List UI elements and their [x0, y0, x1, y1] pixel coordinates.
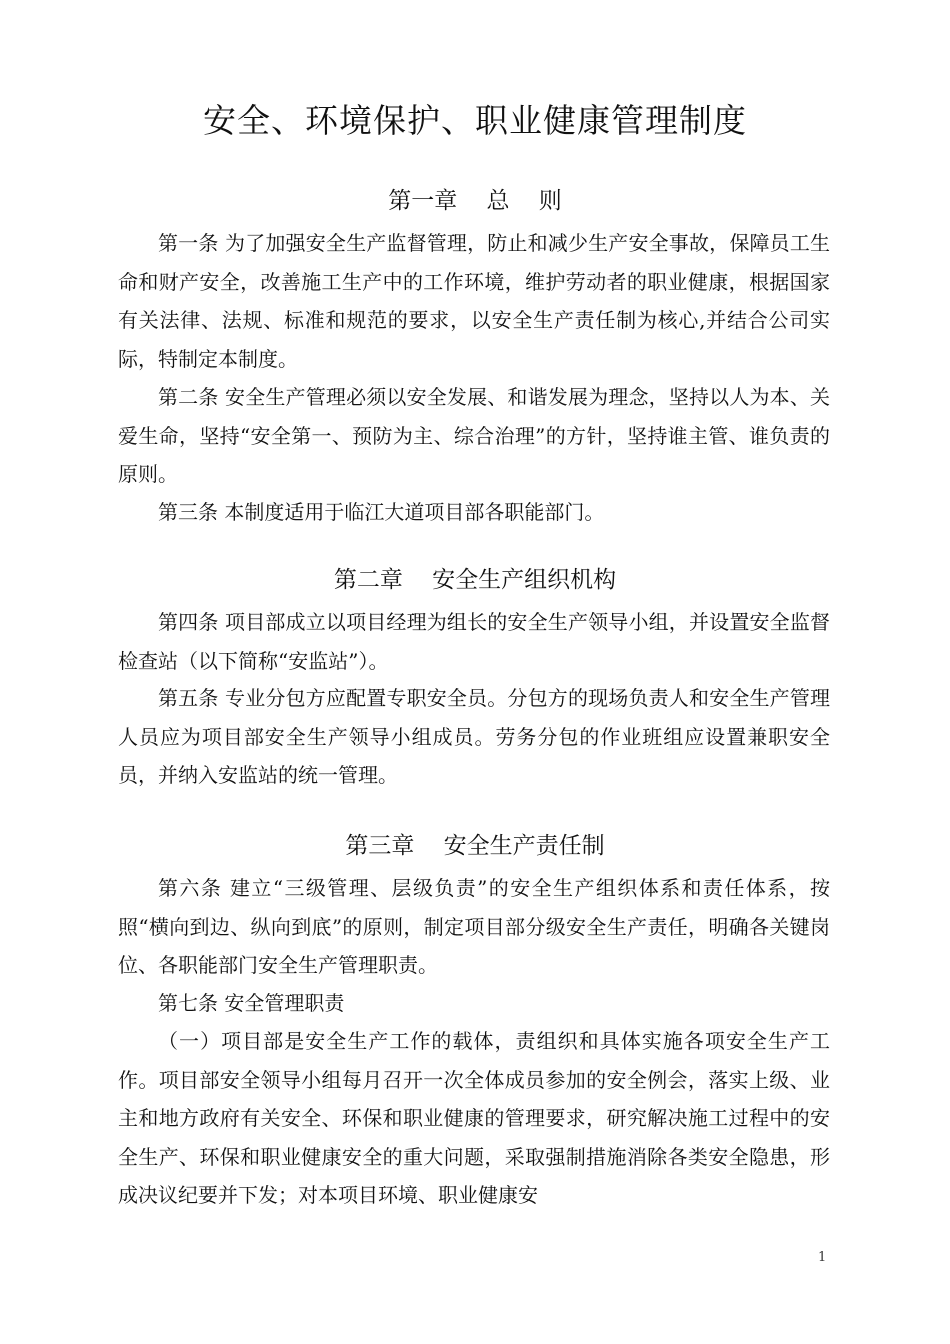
article-7: 第七条 安全管理职责: [158, 991, 345, 1015]
chapter-2-heading: 第二章 安全生产组织机构: [333, 567, 617, 593]
article-2: 第二条 安全生产管理必须以安全发展、和谐发展为理念，坚持以人为本、关爱生命，坚持“安全第一、预防为主、综合治理”的方针，坚持谁主管、谁负责的原则。: [118, 385, 830, 486]
article-6: 第六条 建立“三级管理、层级负责”的安全生产组织体系和责任体系，按照“横向到边、纵向到底”的原则，制定项目部分级安全生产责任，明确各关键岗位、各职能部门安全生产管理职责。: [118, 876, 830, 977]
chapter-3-heading: 第三章 安全生产责任制: [345, 833, 605, 859]
article-3: 第三条 本制度适用于临江大道项目部各职能部门。: [158, 500, 605, 524]
page-number: 1: [818, 1250, 827, 1265]
article-4: 第四条 项目部成立以项目经理为组长的安全生产领导小组，并设置安全监督检查站（以下简称“安监站”）。: [118, 610, 830, 673]
document-title: 安全、环境保护、职业健康管理制度: [203, 101, 747, 140]
chapter-1-heading: 第一章 总 则: [388, 188, 562, 214]
article-1: 第一条 为了加强安全生产监督管理，防止和减少生产安全事故，保障员工生命和财产安全，改善施工生产中的工作环境，维护劳动者的职业健康，根据国家有关法律、法规、标准和规范的要求，以安全生产责任制为核心,并结合公司实际，特制定本制度。: [118, 231, 830, 371]
article-7-item-1: （一）项目部是安全生产工作的载体，责组织和具体实施各项安全生产工作。项目部安全领导小组每月召开一次全体成员参加的安全例会，落实上级、业主和地方政府有关安全、环保和职业健康的管理要求，研究解决施工过程中的安全生产、环保和职业健康安全的重大问题，采取强制措施消除各类安全隐患，形成决议纪要并下发；对本项目环境、职业健康安: [118, 1029, 830, 1207]
article-5: 第五条 专业分包方应配置专职安全员。分包方的现场负责人和安全生产管理人员应为项目部安全生产领导小组成员。劳务分包的作业班组应设置兼职安全员，并纳入安监站的统一管理。: [118, 686, 830, 787]
